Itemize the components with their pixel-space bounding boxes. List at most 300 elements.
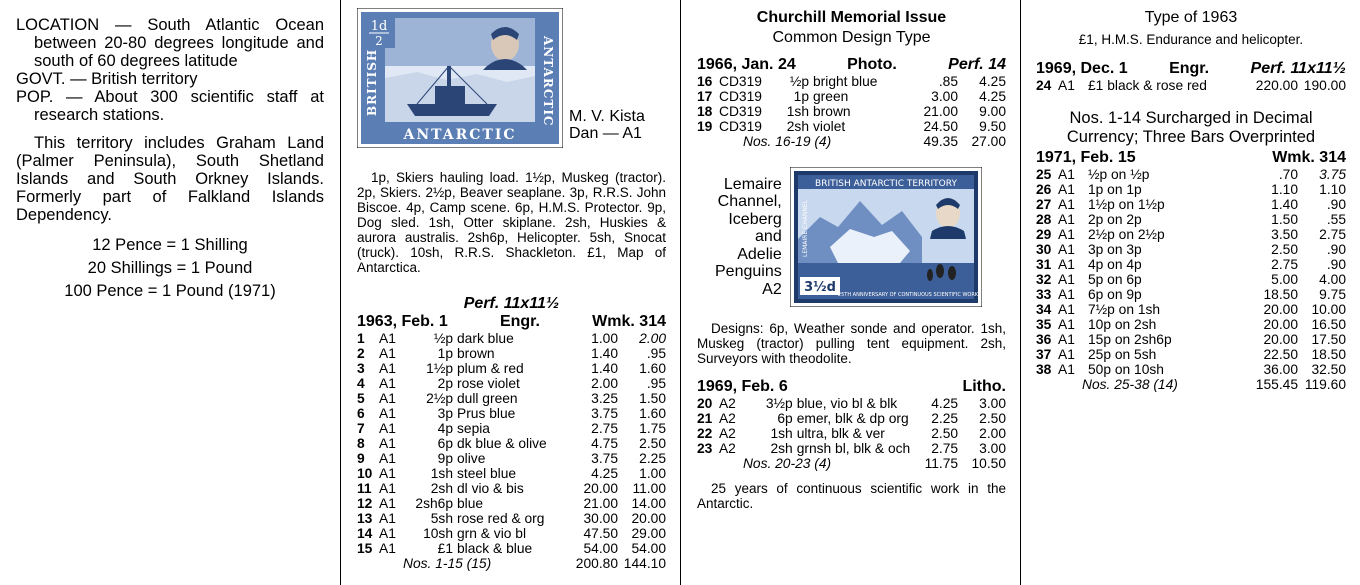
issue-method: Engr. bbox=[1169, 60, 1210, 77]
used-value: .95 bbox=[646, 376, 666, 391]
used-value: .90 bbox=[1326, 257, 1346, 272]
cat-number: 23 bbox=[697, 441, 713, 456]
denomination: 5sh bbox=[430, 511, 453, 526]
unused-value: 22.50 bbox=[1263, 347, 1298, 362]
total-unused: 49.35 bbox=[923, 134, 958, 149]
used-value: 1.00 bbox=[639, 466, 666, 481]
color-desc: 6p on 9p bbox=[1088, 287, 1142, 302]
table-row bbox=[357, 451, 666, 466]
die-type: A1 bbox=[1058, 362, 1075, 377]
die-type: A1 bbox=[379, 526, 396, 541]
total-spacer bbox=[697, 134, 719, 149]
caption-line: Channel, bbox=[717, 193, 782, 211]
unused-value: .85 bbox=[938, 74, 958, 89]
used-value: 2.50 bbox=[979, 411, 1006, 426]
table-row bbox=[357, 361, 666, 376]
caption-line: and bbox=[755, 228, 782, 246]
color-desc: 4p on 4p bbox=[1088, 257, 1142, 272]
used-value: 4.25 bbox=[979, 74, 1006, 89]
die-type: A1 bbox=[1058, 197, 1075, 212]
used-value: 3.75 bbox=[1319, 167, 1346, 182]
stamp-a2-block bbox=[697, 167, 1006, 307]
cat-number: 25 bbox=[1036, 167, 1052, 182]
used-value: 11.00 bbox=[632, 481, 666, 496]
color-desc: blue, vio bl & blk bbox=[796, 396, 898, 411]
unused-value: 2.75 bbox=[1271, 257, 1298, 272]
used-value: 9.00 bbox=[979, 104, 1006, 119]
die-type: CD319 bbox=[719, 89, 762, 104]
denomination: ½p bbox=[789, 74, 809, 89]
table-row bbox=[1036, 362, 1346, 377]
cat-number: 29 bbox=[1036, 227, 1052, 242]
die-type: A1 bbox=[379, 466, 396, 481]
denomination: 4p bbox=[437, 421, 453, 436]
issue-date: 1963, Feb. 1 bbox=[357, 313, 448, 330]
cat-number: 2 bbox=[357, 346, 365, 361]
denomination: 1sh bbox=[430, 466, 453, 481]
unused-value: 1.40 bbox=[591, 361, 618, 376]
cat-number: 3 bbox=[357, 361, 365, 376]
total-row bbox=[697, 456, 1006, 471]
total-label: Nos. 16-19 (4) bbox=[743, 134, 832, 149]
surcharge-title-1: Nos. 1-14 Surcharged in Decimal bbox=[1069, 109, 1313, 127]
used-value: 1.60 bbox=[639, 361, 666, 376]
unused-value: 2.50 bbox=[1271, 242, 1298, 257]
used-value: 1.75 bbox=[639, 421, 666, 436]
issue-date: 1969, Feb. 6 bbox=[697, 378, 788, 395]
churchill-header bbox=[697, 56, 1006, 74]
cat-number: 8 bbox=[357, 436, 365, 451]
cat-number: 10 bbox=[357, 466, 373, 481]
denomination: 2sh bbox=[430, 481, 453, 496]
caption-line: A2 bbox=[762, 280, 782, 298]
used-value: 16.50 bbox=[1311, 317, 1346, 332]
die-type: A1 bbox=[379, 376, 396, 391]
color-desc: 1p on 1p bbox=[1088, 182, 1142, 197]
stamp-a2-caption bbox=[715, 176, 782, 299]
stamp-a2-image bbox=[790, 167, 982, 307]
denomination: 6p bbox=[777, 411, 793, 426]
unused-value: 47.50 bbox=[583, 526, 618, 541]
churchill-title: Churchill Memorial Issue bbox=[756, 9, 947, 26]
territory-paragraph: This territory includes Graham Land (Palmer Peninsula), South Shetland Islands and South Orkney Islands. Formerly part of Falkland Islands Dependency. bbox=[16, 134, 324, 224]
surcharge-header bbox=[1036, 149, 1346, 167]
color-desc: violet bbox=[813, 119, 846, 134]
a2-designs-text: Designs: 6p, Weather sonde and operator. 1sh, Muskeg (tractor) pulling tent equipment. 2sh, Surveyors with theodolite. bbox=[697, 321, 1006, 366]
unused-value: 2.25 bbox=[931, 411, 959, 426]
total-unused: 200.80 bbox=[575, 556, 618, 571]
location-text: LOCATION — South Atlantic Ocean between 20-80 degrees longitude and south of 60 degrees latitude bbox=[16, 16, 324, 70]
stamp-side-text: LEMAIRE CHANNEL bbox=[801, 200, 809, 257]
issue-1969dec-header bbox=[1036, 60, 1346, 78]
currency-line: 12 Pence = 1 Shilling bbox=[92, 236, 248, 254]
cat-number: 9 bbox=[357, 451, 365, 466]
total-spacer bbox=[1036, 377, 1058, 392]
die-type: A2 bbox=[718, 396, 736, 411]
die-type: A1 bbox=[379, 361, 396, 376]
issue-perf: Perf. 11x11½ bbox=[1250, 60, 1346, 77]
cat-number: 14 bbox=[357, 526, 373, 541]
denomination: 6p bbox=[437, 436, 453, 451]
table-row bbox=[1036, 272, 1346, 287]
total-row bbox=[1036, 377, 1346, 392]
cat-number: 11 bbox=[357, 481, 372, 496]
color-desc: emer, blk & dp org bbox=[796, 411, 909, 426]
cat-number: 15 bbox=[357, 541, 373, 556]
cat-number: 34 bbox=[1036, 302, 1052, 317]
cat-number: 7 bbox=[357, 421, 365, 436]
unused-value: 24.50 bbox=[923, 119, 958, 134]
used-value: 1.10 bbox=[1319, 182, 1346, 197]
table-row bbox=[357, 346, 666, 361]
denomination: 1p bbox=[437, 346, 453, 361]
table-row bbox=[1036, 182, 1346, 197]
used-value: 32.50 bbox=[1311, 362, 1346, 377]
unused-value: 21.00 bbox=[923, 104, 958, 119]
color-desc: brown bbox=[813, 104, 851, 119]
table-row bbox=[1036, 227, 1346, 242]
issue-date: 1969, Dec. 1 bbox=[1036, 60, 1128, 77]
used-value: 2.25 bbox=[639, 451, 666, 466]
unused-value: 1.50 bbox=[1271, 212, 1298, 227]
color-desc: 3p on 3p bbox=[1088, 242, 1142, 257]
stamp-value-denominator: 2 bbox=[375, 34, 383, 48]
used-value: 2.00 bbox=[979, 426, 1006, 441]
type1963-title: Type of 1963 bbox=[1144, 9, 1238, 26]
table-row bbox=[357, 436, 666, 451]
stamp-right-text: ANTARCTIC bbox=[541, 36, 555, 127]
stamp-bottom-text: ANTARCTIC bbox=[403, 127, 517, 143]
die-type: A1 bbox=[379, 346, 396, 361]
stamp-a1-block bbox=[357, 8, 666, 148]
color-desc: 25p on 5sh bbox=[1088, 347, 1157, 362]
color-desc: 2p on 2p bbox=[1088, 212, 1142, 227]
denomination: £1 bbox=[1088, 78, 1104, 93]
denomination: 1p bbox=[793, 89, 809, 104]
color-desc: black & rose red bbox=[1107, 78, 1207, 93]
unused-value: 3.25 bbox=[591, 391, 618, 406]
surcharge-table bbox=[1036, 167, 1346, 392]
color-desc: ultra, blk & ver bbox=[796, 426, 885, 441]
perf-heading: Perf. 11x11½ bbox=[463, 295, 560, 312]
table-row bbox=[1036, 167, 1346, 182]
stamp-description bbox=[1088, 78, 1250, 93]
color-desc: rose violet bbox=[457, 376, 520, 391]
a1-designs-text: 1p, Skiers hauling load. 1½p, Muskeg (tractor). 2p, Skiers. 2½p, Beaver seaplane. 3p, R.R.S. John Biscoe. 4p, Camp scene. 6p, H.M.S. Protector. 9p, Dog sled. 1sh, Otter skiplane. 2sh, Huskies & aurora australis. 2sh6p, Helicopter. 5sh, Snocat (truck). 10sh, R.R.S. Shackleton. £1, Map of Antarctica. bbox=[357, 170, 666, 275]
color-desc: 2½p on 2½p bbox=[1088, 227, 1165, 242]
issue-1963-header bbox=[357, 313, 666, 331]
table-row bbox=[357, 496, 666, 511]
die-type: A1 bbox=[1058, 332, 1075, 347]
unused-value: 36.00 bbox=[1263, 362, 1298, 377]
total-used: 10.50 bbox=[971, 456, 1006, 471]
die-type: A1 bbox=[1058, 242, 1075, 257]
table-row bbox=[1036, 302, 1346, 317]
color-desc: dark blue bbox=[457, 331, 514, 346]
used-value: 1.60 bbox=[639, 406, 666, 421]
table-row bbox=[1036, 317, 1346, 332]
table-row bbox=[357, 406, 666, 421]
cat-number: 31 bbox=[1036, 257, 1052, 272]
denomination: 1sh bbox=[786, 104, 809, 119]
table-row bbox=[1036, 197, 1346, 212]
used-value: .55 bbox=[1326, 212, 1346, 227]
issue-method: Photo. bbox=[847, 56, 897, 73]
cat-number: 37 bbox=[1036, 347, 1052, 362]
unused-value: 1.00 bbox=[591, 331, 618, 346]
denomination: 9p bbox=[437, 451, 453, 466]
stamp-a2-value: 3½d bbox=[803, 280, 836, 295]
die-type: A1 bbox=[379, 496, 396, 511]
color-desc: grn & vio bl bbox=[457, 526, 527, 541]
die-type: A1 bbox=[379, 436, 396, 451]
unused-value: 54.00 bbox=[583, 541, 618, 556]
die-type: A1 bbox=[1058, 182, 1075, 197]
column-1963 bbox=[341, 0, 680, 585]
currency-line: 100 Pence = 1 Pound (1971) bbox=[64, 282, 276, 300]
die-type: A1 bbox=[379, 481, 396, 496]
stamp-a1-caption bbox=[569, 108, 645, 142]
table-row bbox=[357, 391, 666, 406]
color-desc: 50p on 10sh bbox=[1088, 362, 1164, 377]
unused-value: 3.50 bbox=[1271, 227, 1298, 242]
color-desc: rose red & org bbox=[457, 511, 545, 526]
used-value: 18.50 bbox=[1311, 347, 1346, 362]
used-value: 17.50 bbox=[1311, 332, 1346, 347]
unused-value: 4.25 bbox=[591, 466, 618, 481]
die-type: A1 bbox=[1058, 347, 1075, 362]
cat-number: 17 bbox=[697, 89, 713, 104]
used-value: .90 bbox=[1326, 197, 1346, 212]
unused-value: 1.40 bbox=[591, 346, 618, 361]
used-value: 3.00 bbox=[979, 396, 1006, 411]
used-value: 20.00 bbox=[631, 511, 666, 526]
issue-date: 1966, Jan. 24 bbox=[697, 56, 796, 73]
color-desc: black & blue bbox=[457, 541, 533, 556]
color-desc: ½p on ½p bbox=[1088, 167, 1150, 182]
color-desc: blue bbox=[457, 496, 484, 511]
total-spacer bbox=[357, 556, 379, 571]
table-row bbox=[697, 396, 1006, 411]
intro-column bbox=[0, 0, 340, 585]
unused-value: 3.75 bbox=[591, 406, 618, 421]
caption-line: Dan — A1 bbox=[569, 125, 642, 142]
die-type: A2 bbox=[718, 441, 736, 456]
denomination: ½p bbox=[433, 331, 453, 346]
table-row bbox=[1036, 78, 1346, 93]
stamp-value-numerator: 1d bbox=[370, 19, 388, 34]
cat-number: 22 bbox=[697, 426, 713, 441]
color-desc: dull green bbox=[457, 391, 518, 406]
used-value: 3.00 bbox=[979, 441, 1006, 456]
die-type: A1 bbox=[379, 331, 396, 346]
cat-number: 16 bbox=[697, 74, 713, 89]
die-type: A1 bbox=[1058, 78, 1075, 93]
total-label: Nos. 1-15 (15) bbox=[403, 556, 492, 571]
table-row bbox=[1036, 287, 1346, 302]
unused-value: 4.75 bbox=[591, 436, 618, 451]
unused-value: 1.10 bbox=[1271, 182, 1298, 197]
table-row bbox=[697, 119, 1006, 134]
color-desc: 7½p on 1sh bbox=[1088, 302, 1161, 317]
used-value: 1.50 bbox=[639, 391, 666, 406]
cat-number: 13 bbox=[357, 511, 373, 526]
currency-block bbox=[16, 234, 324, 303]
die-type: A1 bbox=[1058, 302, 1075, 317]
table-row bbox=[697, 104, 1006, 119]
cat-number: 27 bbox=[1036, 197, 1052, 212]
die-type: A1 bbox=[1058, 212, 1075, 227]
cat-number: 5 bbox=[357, 391, 365, 406]
die-type: A1 bbox=[1058, 272, 1075, 287]
total-label: Nos. 25-38 (14) bbox=[1082, 377, 1178, 392]
table-row bbox=[357, 526, 666, 541]
table-row bbox=[697, 441, 1006, 456]
denomination: 2½p bbox=[426, 391, 453, 406]
churchill-subtitle: Common Design Type bbox=[772, 29, 931, 46]
caption-line: Lemaire bbox=[723, 175, 782, 193]
used-value: 14.00 bbox=[631, 496, 666, 511]
denomination: £1 bbox=[437, 541, 453, 556]
color-desc: olive bbox=[457, 451, 486, 466]
unused-value: 20.00 bbox=[1263, 302, 1298, 317]
used-value: 54.00 bbox=[631, 541, 666, 556]
caption-line: Adelie bbox=[737, 245, 782, 263]
used-value: 2.00 bbox=[639, 331, 666, 346]
churchill-table bbox=[697, 74, 1006, 149]
govt-text: GOVT. — British territory bbox=[16, 70, 198, 88]
used-value: .95 bbox=[646, 346, 666, 361]
used-value: 9.50 bbox=[979, 119, 1006, 134]
stamp-a1-image bbox=[357, 8, 563, 148]
column-churchill bbox=[681, 0, 1020, 585]
denomination: 2p bbox=[437, 376, 453, 391]
unused-value: 20.00 bbox=[583, 481, 618, 496]
unused-value: 18.50 bbox=[1263, 287, 1298, 302]
denomination: 1sh bbox=[770, 426, 793, 441]
cat-number: 33 bbox=[1036, 287, 1052, 302]
cat-number: 21 bbox=[697, 411, 713, 426]
unused-value: 21.00 bbox=[583, 496, 618, 511]
total-unused: 155.45 bbox=[1255, 377, 1298, 392]
table-row bbox=[697, 89, 1006, 104]
stamp-banner-text: BRITISH ANTARCTIC TERRITORY bbox=[814, 179, 957, 189]
color-desc: dl vio & bis bbox=[457, 481, 524, 496]
caption-line: M. V. Kista bbox=[569, 108, 645, 125]
die-type: A2 bbox=[718, 411, 736, 426]
used-value: 4.00 bbox=[1319, 272, 1346, 287]
table-row bbox=[357, 376, 666, 391]
used-value: .90 bbox=[1326, 242, 1346, 257]
total-used: 119.60 bbox=[1304, 377, 1346, 392]
color-desc: brown bbox=[457, 346, 495, 361]
color-desc: Prus blue bbox=[457, 406, 516, 421]
die-type: A2 bbox=[718, 426, 736, 441]
stamp-a2-bottom-text: 25TH ANNIVERSARY OF CONTINUOUS SCIENTIFIC WORK bbox=[837, 292, 978, 298]
issue-1969feb-table bbox=[697, 396, 1006, 471]
currency-line: 20 Shillings = 1 Pound bbox=[87, 259, 253, 277]
denomination: 2sh bbox=[786, 119, 809, 134]
cat-number: 35 bbox=[1036, 317, 1052, 332]
issue-1969feb-header bbox=[697, 378, 1006, 396]
die-type: A1 bbox=[1058, 167, 1075, 182]
unused-value: 5.00 bbox=[1271, 272, 1298, 287]
issue-perf: Perf. 14 bbox=[948, 56, 1006, 73]
unused-value: 3.00 bbox=[931, 89, 958, 104]
color-desc: dk blue & olive bbox=[457, 436, 547, 451]
die-type: A1 bbox=[379, 421, 396, 436]
cat-number: 18 bbox=[697, 104, 713, 119]
issue-date: 1971, Feb. 15 bbox=[1036, 149, 1136, 166]
unused-value: 220.00 bbox=[1255, 78, 1298, 93]
denomination: 10sh bbox=[423, 526, 453, 541]
die-type: A1 bbox=[1058, 257, 1075, 272]
used-value: 9.75 bbox=[1319, 287, 1346, 302]
table-row bbox=[1036, 242, 1346, 257]
caption-line: Penguins bbox=[715, 263, 782, 281]
unused-value: 30.00 bbox=[583, 511, 618, 526]
used-value: 190.00 bbox=[1303, 78, 1346, 93]
table-row bbox=[357, 466, 666, 481]
unused-value: 20.00 bbox=[1263, 317, 1298, 332]
unused-value: 2.50 bbox=[931, 426, 959, 441]
total-unused: 11.75 bbox=[924, 456, 959, 471]
used-value: 10.00 bbox=[1311, 302, 1346, 317]
table-row bbox=[357, 331, 666, 346]
stamp-left-text: BRITISH bbox=[365, 48, 379, 116]
table-row bbox=[697, 74, 1006, 89]
table-row bbox=[1036, 212, 1346, 227]
used-value: 29.00 bbox=[631, 526, 666, 541]
table-row bbox=[357, 541, 666, 556]
denomination: 3½p bbox=[765, 396, 793, 411]
cat-number: 28 bbox=[1036, 212, 1052, 227]
denomination: 3p bbox=[437, 406, 453, 421]
caption-line: Iceberg bbox=[728, 210, 782, 228]
cat-number: 26 bbox=[1036, 182, 1052, 197]
unused-value: 3.75 bbox=[591, 451, 618, 466]
type1963-subtitle: £1, H.M.S. Endurance and helicopter. bbox=[1078, 32, 1304, 47]
table-row bbox=[697, 426, 1006, 441]
total-spacer bbox=[697, 456, 719, 471]
color-desc: grnsh bl, blk & och bbox=[796, 441, 911, 456]
die-type: A1 bbox=[1058, 227, 1075, 242]
used-value: 2.75 bbox=[1319, 227, 1346, 242]
die-type: A1 bbox=[379, 391, 396, 406]
color-desc: 5p on 6p bbox=[1088, 272, 1142, 287]
color-desc: plum & red bbox=[457, 361, 524, 376]
die-type: A1 bbox=[379, 451, 396, 466]
total-used: 144.10 bbox=[623, 556, 666, 571]
cat-number: 32 bbox=[1036, 272, 1052, 287]
table-row bbox=[357, 511, 666, 526]
unused-value: 2.75 bbox=[931, 441, 959, 456]
die-type: A1 bbox=[379, 511, 396, 526]
cat-number: 30 bbox=[1036, 242, 1052, 257]
die-type: A1 bbox=[379, 541, 396, 556]
total-row bbox=[357, 556, 666, 571]
issue-method: Engr. bbox=[499, 313, 540, 330]
color-desc: sepia bbox=[457, 421, 490, 436]
unused-value: 2.00 bbox=[591, 376, 618, 391]
unused-value: 20.00 bbox=[1263, 332, 1298, 347]
denomination: 2sh6p bbox=[415, 496, 453, 511]
table-row bbox=[697, 411, 1006, 426]
color-desc: green bbox=[813, 89, 849, 104]
unused-value: 2.75 bbox=[591, 421, 618, 436]
cat-number: 20 bbox=[697, 396, 713, 411]
color-desc: 10p on 2sh bbox=[1088, 317, 1157, 332]
